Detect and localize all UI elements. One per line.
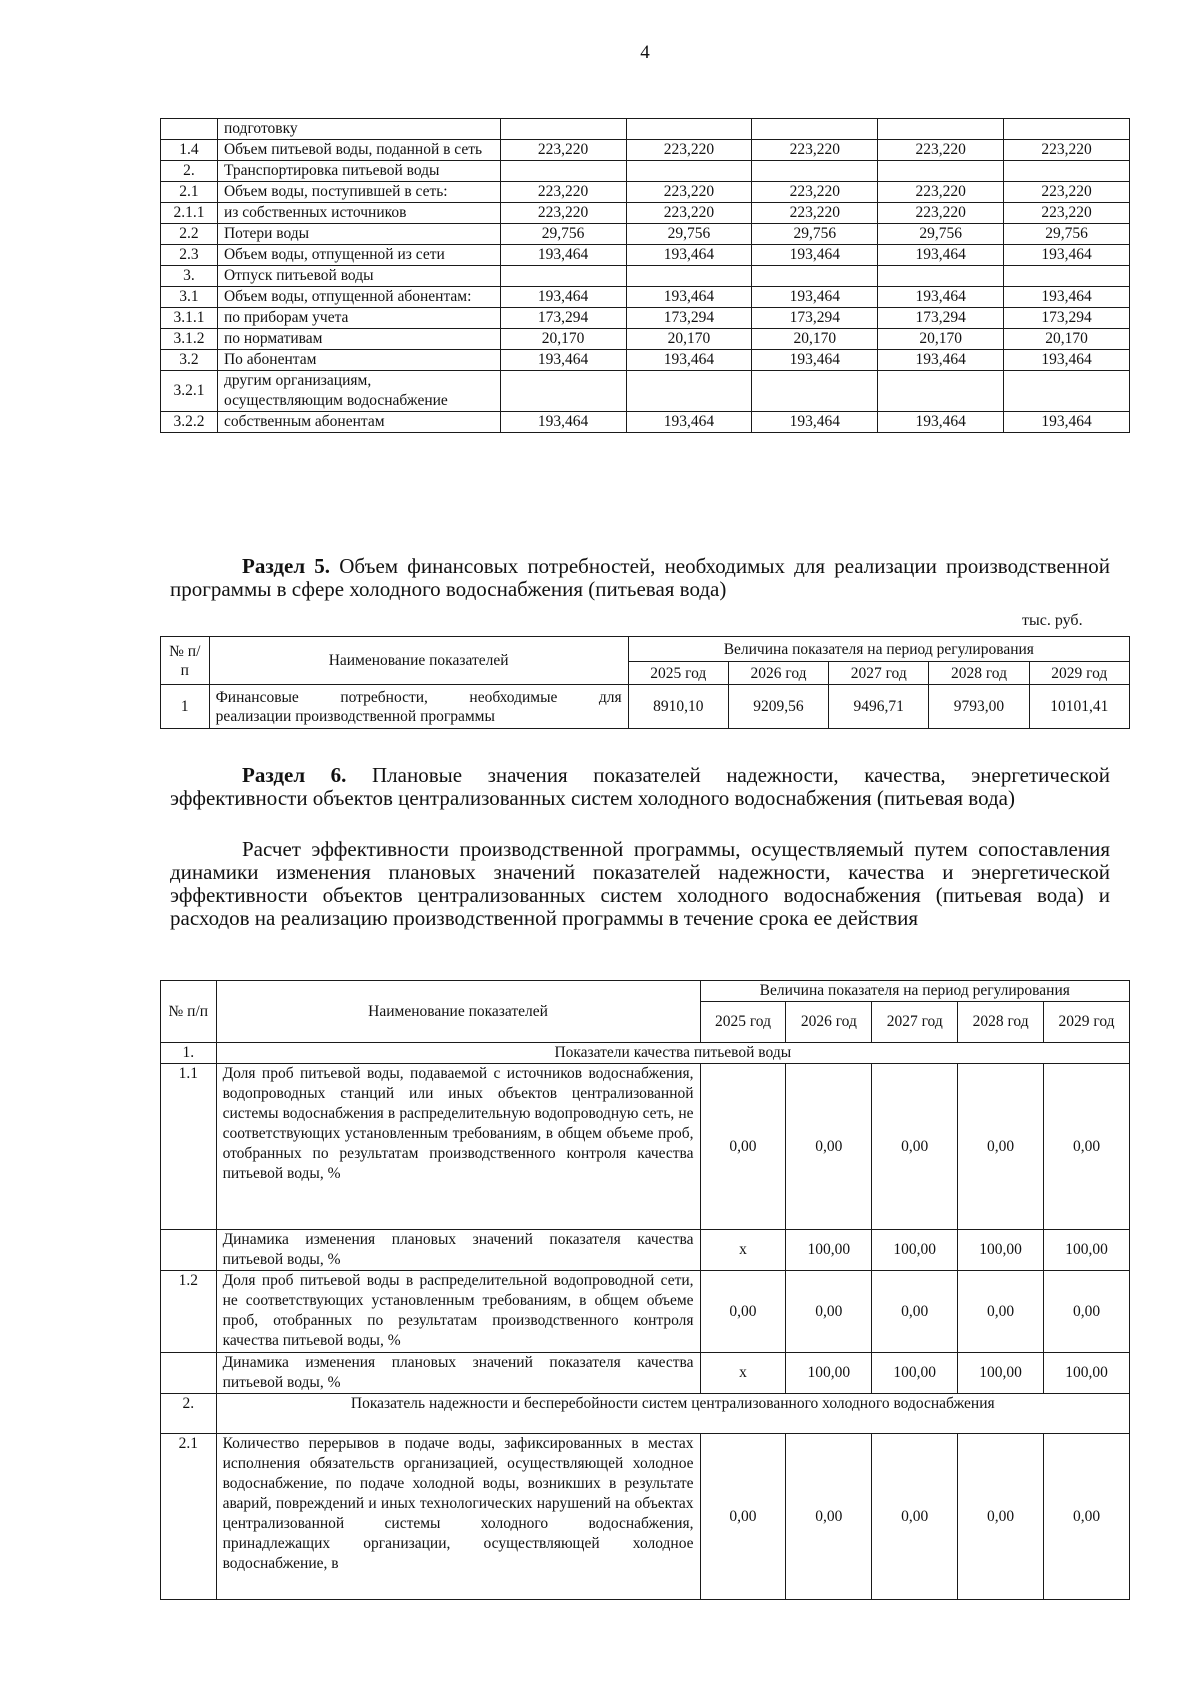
t3-row-name: Динамика изменения плановых значений показателя качества питьевой воды, %	[216, 1353, 700, 1394]
t3-year: 2026 год	[786, 1002, 872, 1043]
t1-value	[1004, 371, 1130, 412]
t3-row-name: Количество перерывов в подаче воды, зафиксированных в местах исполнения обязательств организацией, осуществляющей холодное водоснабжение, по подаче холодной воды, возникших в результате аварий, повреждений и иных технологических нарушений на объектах централизованной системы холодного водоснабжения, принадлежащих организации, осуществляющей холодное водоснабжение, в	[216, 1434, 700, 1600]
t3-section-title: Показатели качества питьевой воды	[216, 1043, 1129, 1064]
t3-value: 100,00	[872, 1353, 958, 1394]
t1-value: 223,220	[500, 203, 626, 224]
t3-section-num: 2.	[161, 1394, 217, 1434]
t1-value: 193,464	[500, 287, 626, 308]
section6-title-text: Плановые значения показателей надежности, качества, энергетической эффективности объектов централизованных систем холодного водоснабжения (питьевая вода)	[170, 763, 1110, 810]
t1-value: 223,220	[878, 203, 1004, 224]
t1-value: 223,220	[500, 140, 626, 161]
t1-value: 223,220	[1004, 140, 1130, 161]
t3-value: 0,00	[958, 1271, 1044, 1353]
t1-row-num: 3.2.1	[161, 371, 218, 412]
t2-value: 9496,71	[829, 685, 929, 729]
t1-value: 223,220	[1004, 182, 1130, 203]
table-row	[161, 371, 1130, 412]
t1-value: 193,464	[500, 245, 626, 266]
table-row	[161, 140, 1130, 161]
t1-value: 193,464	[626, 287, 752, 308]
t3-value: 0,00	[700, 1064, 786, 1230]
t2-value: 9793,00	[929, 685, 1029, 729]
t1-row-name: из собственных источников	[217, 203, 500, 224]
t2-year: 2026 год	[728, 662, 828, 685]
t1-value	[500, 266, 626, 287]
t3-col-num: № п/п	[161, 981, 217, 1043]
t3-section-title: Показатель надежности и бесперебойности систем централизованного холодного водоснабжения	[216, 1394, 1129, 1434]
t1-row-num: 3.1	[161, 287, 218, 308]
t1-row-num: 2.1.1	[161, 203, 218, 224]
t1-value: 20,170	[752, 329, 878, 350]
t1-value: 173,294	[500, 308, 626, 329]
t3-value: 0,00	[872, 1064, 958, 1230]
table-row	[161, 287, 1130, 308]
t1-value	[500, 161, 626, 182]
t3-value: 100,00	[786, 1353, 872, 1394]
t1-row-name: собственным абонентам	[217, 412, 500, 433]
t3-value: 0,00	[1044, 1064, 1130, 1230]
t3-value: 100,00	[958, 1353, 1044, 1394]
t1-value	[878, 119, 1004, 140]
section6-paragraph-text: Расчет эффективности производственной программы, осуществляемый путем сопоставления динамики изменения плановых значений показателей надежности, качества и энергетической эффективности объектов централизованных систем холодного водоснабжения (питьевая вода) и расходов на реализацию производственной программы в течение срока ее действия	[170, 837, 1110, 930]
t3-row-num: 1.2	[161, 1271, 217, 1353]
t3-value: 0,00	[872, 1434, 958, 1600]
t2-value: 10101,41	[1029, 685, 1129, 729]
t1-row-name: Объем воды, отпущенной абонентам:	[217, 287, 500, 308]
t1-value: 29,756	[1004, 224, 1130, 245]
t1-value: 29,756	[878, 224, 1004, 245]
t1-value: 223,220	[752, 140, 878, 161]
t3-row-name: Доля проб питьевой воды в распределительной водопроводной сети, не соответствующих установленным требованиям, в общем объеме проб, отобранных по результатам производственного контроля качества питьевой воды, %	[216, 1271, 700, 1353]
t1-value: 223,220	[752, 182, 878, 203]
table-row	[161, 182, 1130, 203]
t1-row-num: 3.2	[161, 350, 218, 371]
t1-value: 20,170	[1004, 329, 1130, 350]
t1-value: 29,756	[626, 224, 752, 245]
t1-row-name: Отпуск питьевой воды	[217, 266, 500, 287]
t1-value	[500, 119, 626, 140]
table-row	[161, 203, 1130, 224]
t1-value: 223,220	[500, 182, 626, 203]
t1-value: 223,220	[878, 140, 1004, 161]
page-number: 4	[640, 42, 650, 63]
t3-value: 100,00	[1044, 1230, 1130, 1271]
t1-value: 193,464	[878, 350, 1004, 371]
t1-row-num: 3.1.1	[161, 308, 218, 329]
t1-value	[752, 371, 878, 412]
t3-value: 0,00	[700, 1271, 786, 1353]
t1-value	[626, 119, 752, 140]
t1-value: 193,464	[626, 412, 752, 433]
t1-row-num: 1.4	[161, 140, 218, 161]
t3-value: 100,00	[958, 1230, 1044, 1271]
t1-row-num	[161, 119, 218, 140]
t1-row-name: по нормативам	[217, 329, 500, 350]
t1-value: 193,464	[1004, 350, 1130, 371]
t1-value: 193,464	[752, 287, 878, 308]
t2-col-name: Наименование показателей	[209, 637, 628, 685]
t3-col-name: Наименование показателей	[216, 981, 700, 1043]
financial-needs-table	[160, 636, 1130, 729]
t1-value	[752, 266, 878, 287]
t3-row-num-empty	[161, 1353, 217, 1394]
t3-value: 0,00	[786, 1064, 872, 1230]
t1-value: 193,464	[1004, 245, 1130, 266]
t2-year: 2028 год	[929, 662, 1029, 685]
section5-unit: тыс. руб.	[1022, 612, 1083, 629]
t1-value: 193,464	[752, 412, 878, 433]
t3-row-num: 2.1	[161, 1434, 217, 1600]
section6-paragraph	[170, 838, 1110, 930]
t1-row-num: 3.2.2	[161, 412, 218, 433]
section5-title-bold: Раздел 5.	[242, 554, 331, 578]
water-balance-table	[160, 118, 1130, 433]
t3-year: 2028 год	[958, 1002, 1044, 1043]
table-row	[161, 119, 1130, 140]
table-row	[161, 161, 1130, 182]
t3-row-num-empty	[161, 1230, 217, 1271]
t1-value: 223,220	[626, 203, 752, 224]
t1-value: 173,294	[626, 308, 752, 329]
t3-value: 0,00	[786, 1434, 872, 1600]
t2-row-name-line2: реализации производственной программы	[215, 707, 495, 725]
t1-value: 20,170	[878, 329, 1004, 350]
t1-value: 223,220	[626, 182, 752, 203]
t1-value	[878, 371, 1004, 412]
table-row	[161, 266, 1130, 287]
t2-row-num: 1	[161, 685, 210, 729]
t1-value: 193,464	[752, 245, 878, 266]
t1-row-num: 2.3	[161, 245, 218, 266]
t3-value: 100,00	[872, 1230, 958, 1271]
t1-value: 223,220	[1004, 203, 1130, 224]
t1-row-name: По абонентам	[217, 350, 500, 371]
t1-value: 193,464	[1004, 412, 1130, 433]
t1-value: 223,220	[626, 140, 752, 161]
t3-value: 0,00	[1044, 1434, 1130, 1600]
t1-value: 193,464	[878, 245, 1004, 266]
t1-value: 173,294	[1004, 308, 1130, 329]
t1-value	[500, 371, 626, 412]
t3-year: 2029 год	[1044, 1002, 1130, 1043]
t1-value: 193,464	[752, 350, 878, 371]
t1-value	[626, 161, 752, 182]
t3-year: 2027 год	[872, 1002, 958, 1043]
table-row	[161, 350, 1130, 371]
t1-value: 173,294	[878, 308, 1004, 329]
t1-value	[1004, 119, 1130, 140]
table-row	[161, 308, 1130, 329]
t3-value: 0,00	[700, 1434, 786, 1600]
t2-year: 2029 год	[1029, 662, 1129, 685]
t1-value	[752, 119, 878, 140]
t2-year: 2025 год	[628, 662, 728, 685]
t2-year: 2027 год	[829, 662, 929, 685]
table-row	[161, 329, 1130, 350]
t3-value: x	[700, 1230, 786, 1271]
t3-value: 0,00	[1044, 1271, 1130, 1353]
table-row	[161, 224, 1130, 245]
t2-value: 8910,10	[628, 685, 728, 729]
t1-value	[878, 161, 1004, 182]
t1-value: 193,464	[500, 350, 626, 371]
t1-value	[1004, 266, 1130, 287]
t2-col-num: № п/п	[161, 637, 210, 685]
t3-col-period: Величина показателя на период регулирования	[700, 981, 1129, 1002]
section5-title-text: Объем финансовых потребностей, необходимых для реализации производственной программы в сфере холодного водоснабжения (питьевая вода)	[170, 554, 1110, 601]
section6-heading	[170, 764, 1110, 810]
t3-value: 100,00	[1044, 1353, 1130, 1394]
t3-row-name: Доля проб питьевой воды, подаваемой с источников водоснабжения, водопроводных станций или иных объектов централизованной системы водоснабжения в распределительную водопроводную сеть, не соответствующих установленным требованиям, в общем объеме проб, отобранных по результатам производственного контроля качества питьевой воды, %	[216, 1064, 700, 1230]
t2-col-period: Величина показателя на период регулирования	[628, 637, 1129, 662]
t1-value	[626, 266, 752, 287]
t3-value: 0,00	[958, 1434, 1044, 1600]
t1-value: 193,464	[878, 412, 1004, 433]
t1-row-num: 2.	[161, 161, 218, 182]
t1-row-num: 3.	[161, 266, 218, 287]
section5-heading	[170, 555, 1110, 601]
t3-year: 2025 год	[700, 1002, 786, 1043]
t1-value: 173,294	[752, 308, 878, 329]
section6-title-bold: Раздел 6.	[242, 763, 347, 787]
t1-value: 20,170	[500, 329, 626, 350]
quality-indicators-table	[160, 980, 1130, 1600]
t1-value: 193,464	[500, 412, 626, 433]
t1-row-name: Потери воды	[217, 224, 500, 245]
t2-row-name-line1: Финансовые потребности, необходимые для	[215, 688, 622, 706]
table-row	[161, 412, 1130, 433]
t1-row-name: Объем воды, отпущенной из сети	[217, 245, 500, 266]
t1-value: 193,464	[878, 287, 1004, 308]
t3-value: 0,00	[958, 1064, 1044, 1230]
t1-value	[878, 266, 1004, 287]
t1-row-num: 3.1.2	[161, 329, 218, 350]
t1-value	[626, 371, 752, 412]
t3-row-name: Динамика изменения плановых значений показателя качества питьевой воды, %	[216, 1230, 700, 1271]
t1-row-name: по приборам учета	[217, 308, 500, 329]
t1-value: 223,220	[752, 203, 878, 224]
t3-value: 0,00	[786, 1271, 872, 1353]
t1-value: 193,464	[626, 245, 752, 266]
t1-row-num: 2.2	[161, 224, 218, 245]
t1-row-num: 2.1	[161, 182, 218, 203]
t1-value: 29,756	[752, 224, 878, 245]
t1-value: 193,464	[626, 350, 752, 371]
t2-value: 9209,56	[728, 685, 828, 729]
t1-row-name: другим организациям, осуществляющим водоснабжение	[217, 371, 500, 412]
t3-value: x	[700, 1353, 786, 1394]
t1-value: 193,464	[1004, 287, 1130, 308]
t1-row-name: Транспортировка питьевой воды	[217, 161, 500, 182]
t1-value: 29,756	[500, 224, 626, 245]
t3-row-num: 1.1	[161, 1064, 217, 1230]
table-row	[161, 245, 1130, 266]
t1-value: 20,170	[626, 329, 752, 350]
t3-value: 100,00	[786, 1230, 872, 1271]
t2-row-name	[209, 685, 628, 729]
t1-value: 223,220	[878, 182, 1004, 203]
t1-row-name: подготовку	[217, 119, 500, 140]
t1-value	[1004, 161, 1130, 182]
t3-section-num: 1.	[161, 1043, 217, 1064]
t3-value: 0,00	[872, 1271, 958, 1353]
t1-row-name: Объем питьевой воды, поданной в сеть	[217, 140, 500, 161]
t1-row-name: Объем воды, поступившей в сеть:	[217, 182, 500, 203]
t1-value	[752, 161, 878, 182]
